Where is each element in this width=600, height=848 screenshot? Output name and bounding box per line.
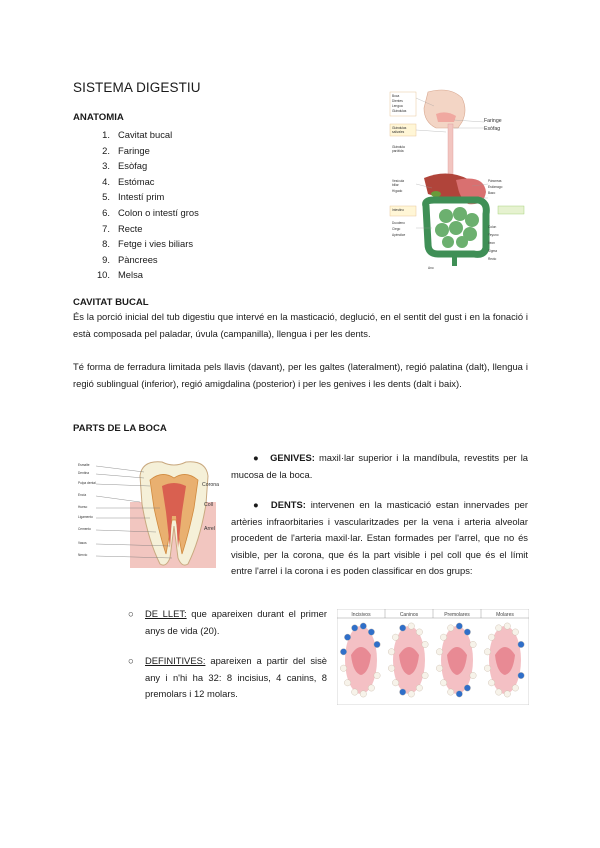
anatomia-item — [88, 127, 199, 143]
svg-text:Pulpa dental: Pulpa dental — [78, 481, 96, 485]
anatomia-item — [88, 267, 199, 283]
teeth-type-label: Caninos — [399, 612, 419, 618]
svg-text:Apéndice: Apéndice — [392, 233, 406, 237]
svg-text:Nervio: Nervio — [78, 553, 88, 557]
item-label: Colon o intestí gros — [118, 206, 199, 218]
teeth-type-label: Molares — [496, 612, 514, 618]
item-number: 3. — [102, 160, 110, 172]
genives-text: maxil·lar superior i la mandíbula, revestits per la mucosa de la boca. — [231, 452, 528, 480]
teeth-types-figure — [337, 609, 529, 705]
bullet-circle: ○ — [128, 655, 134, 666]
anatomia-item — [88, 221, 199, 237]
item-label: Cavitat bucal — [118, 129, 173, 140]
svg-text:Estómago: Estómago — [488, 185, 503, 189]
svg-text:Hueso: Hueso — [78, 505, 88, 509]
anatomia-item — [88, 189, 199, 205]
svg-text:Ligamento: Ligamento — [78, 515, 93, 519]
item-label: Pàncrees — [118, 253, 158, 265]
dents-term: DENTS: — [270, 499, 306, 510]
svg-text:Glándulas: Glándulas — [392, 109, 407, 113]
svg-text:Vesícula: Vesícula — [392, 179, 405, 183]
svg-text:Vasos: Vasos — [78, 541, 87, 545]
svg-text:Colon: Colon — [488, 225, 497, 229]
genives-bullet — [231, 450, 528, 483]
svg-text:Glándulas: Glándulas — [392, 126, 407, 130]
anatomia-item — [88, 143, 199, 159]
item-number: 10. — [96, 269, 110, 281]
tooth-anatomy-figure — [70, 456, 230, 570]
label-corona: Corona — [202, 482, 220, 488]
svg-text:Boca: Boca — [392, 94, 400, 98]
svg-text:Cemento: Cemento — [78, 527, 91, 531]
svg-text:Yeyuno: Yeyuno — [488, 233, 499, 237]
dents-text: intervenen en la masticació estan innervades per artèries infraorbitaries i vascularitzades per la vena i arteria alveolar procedent de l'arteria maxil·lar. Estan formades per l'arrel, que no és visible, per la corona, que és la part visible i pel coll que és el límit entre l'arrel i la corona i es poden classificar en dos grups: — [231, 499, 528, 577]
svg-text:Dentina: Dentina — [78, 471, 89, 475]
svg-text:Páncreas: Páncreas — [488, 179, 502, 183]
svg-text:Sigma: Sigma — [488, 249, 498, 253]
item-label: Esòfag — [118, 160, 148, 172]
cavitat-paragraph-1: És la porció inicial del tub digestiu que intervé en la masticació, deglució, en el sentit del gust i en la fonació i està composada pel paladar, úvula (campanilla), llengua i per les dents. — [73, 311, 528, 339]
svg-text:Hígado: Hígado — [392, 189, 403, 193]
item-label: Recte — [118, 222, 143, 234]
anatomia-item — [88, 252, 199, 268]
item-label: Fetge i vies biliars — [118, 238, 194, 250]
svg-text:Glándula: Glándula — [392, 145, 405, 149]
label-esofag: Esòfag — [484, 126, 501, 132]
anatomia-item — [88, 205, 199, 221]
svg-text:salivales: salivales — [392, 130, 405, 134]
item-number: 4. — [102, 175, 110, 187]
item-number: 8. — [102, 238, 110, 250]
svg-text:Dientes: Dientes — [392, 99, 403, 103]
bullet-dot: ● — [253, 499, 261, 510]
definitives-text: apareixen a partir del sisè any i n'hi ha 32: 8 incisius, 4 canins, 8 premolars i 12 molars. — [145, 655, 327, 700]
cavitat-paragraph-2: Té forma de ferradura limitada pels llavis (davant), per les galtes (lateralment), regió palatina (dalt), llengua i regió sublingual (inferior), regió amigdalina (posterior) i per les genives i les dents (dalt i baix). — [73, 361, 528, 389]
bullet-circle: ○ — [128, 608, 134, 619]
dents-bullet — [231, 497, 528, 580]
definitives-item — [145, 653, 327, 703]
anatomia-heading: ANATOMIA — [73, 112, 124, 123]
svg-text:biliar: biliar — [392, 183, 399, 187]
svg-text:parótida: parótida — [392, 149, 404, 153]
item-number: 7. — [102, 222, 110, 234]
page-title: SISTEMA DIGESTIU — [73, 80, 201, 95]
item-label: Estómac — [118, 175, 155, 187]
item-label: Intestí prim — [118, 191, 165, 203]
genives-term: GENIVES: — [270, 452, 315, 463]
item-label: Faringe — [118, 144, 150, 156]
anatomia-item — [88, 236, 199, 252]
item-number: 6. — [102, 206, 110, 218]
cavitat-heading: CAVITAT BUCAL — [73, 297, 149, 308]
svg-text:Recto: Recto — [488, 257, 497, 261]
svg-text:Ano: Ano — [428, 266, 434, 270]
anatomia-list — [88, 127, 199, 283]
definitives-term: DEFINITIVES: — [145, 655, 206, 666]
bullet-dot: ● — [253, 452, 261, 463]
anatomia-item — [88, 174, 199, 190]
anatomia-item — [88, 158, 199, 174]
parts-heading: PARTS DE LA BOCA — [73, 423, 167, 434]
item-number: 9. — [102, 253, 110, 265]
label-arrel: Arrel — [204, 526, 215, 532]
svg-text:Ciego: Ciego — [392, 227, 401, 231]
svg-text:Íleon: Íleon — [488, 241, 495, 245]
svg-text:Lengua: Lengua — [392, 104, 403, 108]
teeth-type-label: Incisivos — [351, 612, 371, 618]
item-number: 1. — [102, 129, 110, 140]
digestive-system-figure — [388, 88, 526, 272]
item-number: 2. — [102, 144, 110, 156]
svg-text:Duodeno: Duodeno — [392, 221, 405, 225]
svg-text:Bazo: Bazo — [488, 191, 496, 195]
item-number: 5. — [102, 191, 110, 203]
label-faringe: Faringe — [484, 118, 502, 124]
svg-text:Esmalte: Esmalte — [78, 463, 90, 467]
svg-text:Encía: Encía — [78, 493, 87, 497]
llet-term: DE LLET: — [145, 608, 187, 619]
item-label: Melsa — [118, 269, 144, 281]
teeth-type-label: Premolares — [444, 612, 470, 618]
label-coll: Coll — [204, 502, 213, 508]
llet-item — [145, 606, 327, 639]
llet-text: que apareixen durant el primer anys de vida (20). — [145, 608, 327, 636]
svg-text:Intestino: Intestino — [392, 208, 405, 212]
